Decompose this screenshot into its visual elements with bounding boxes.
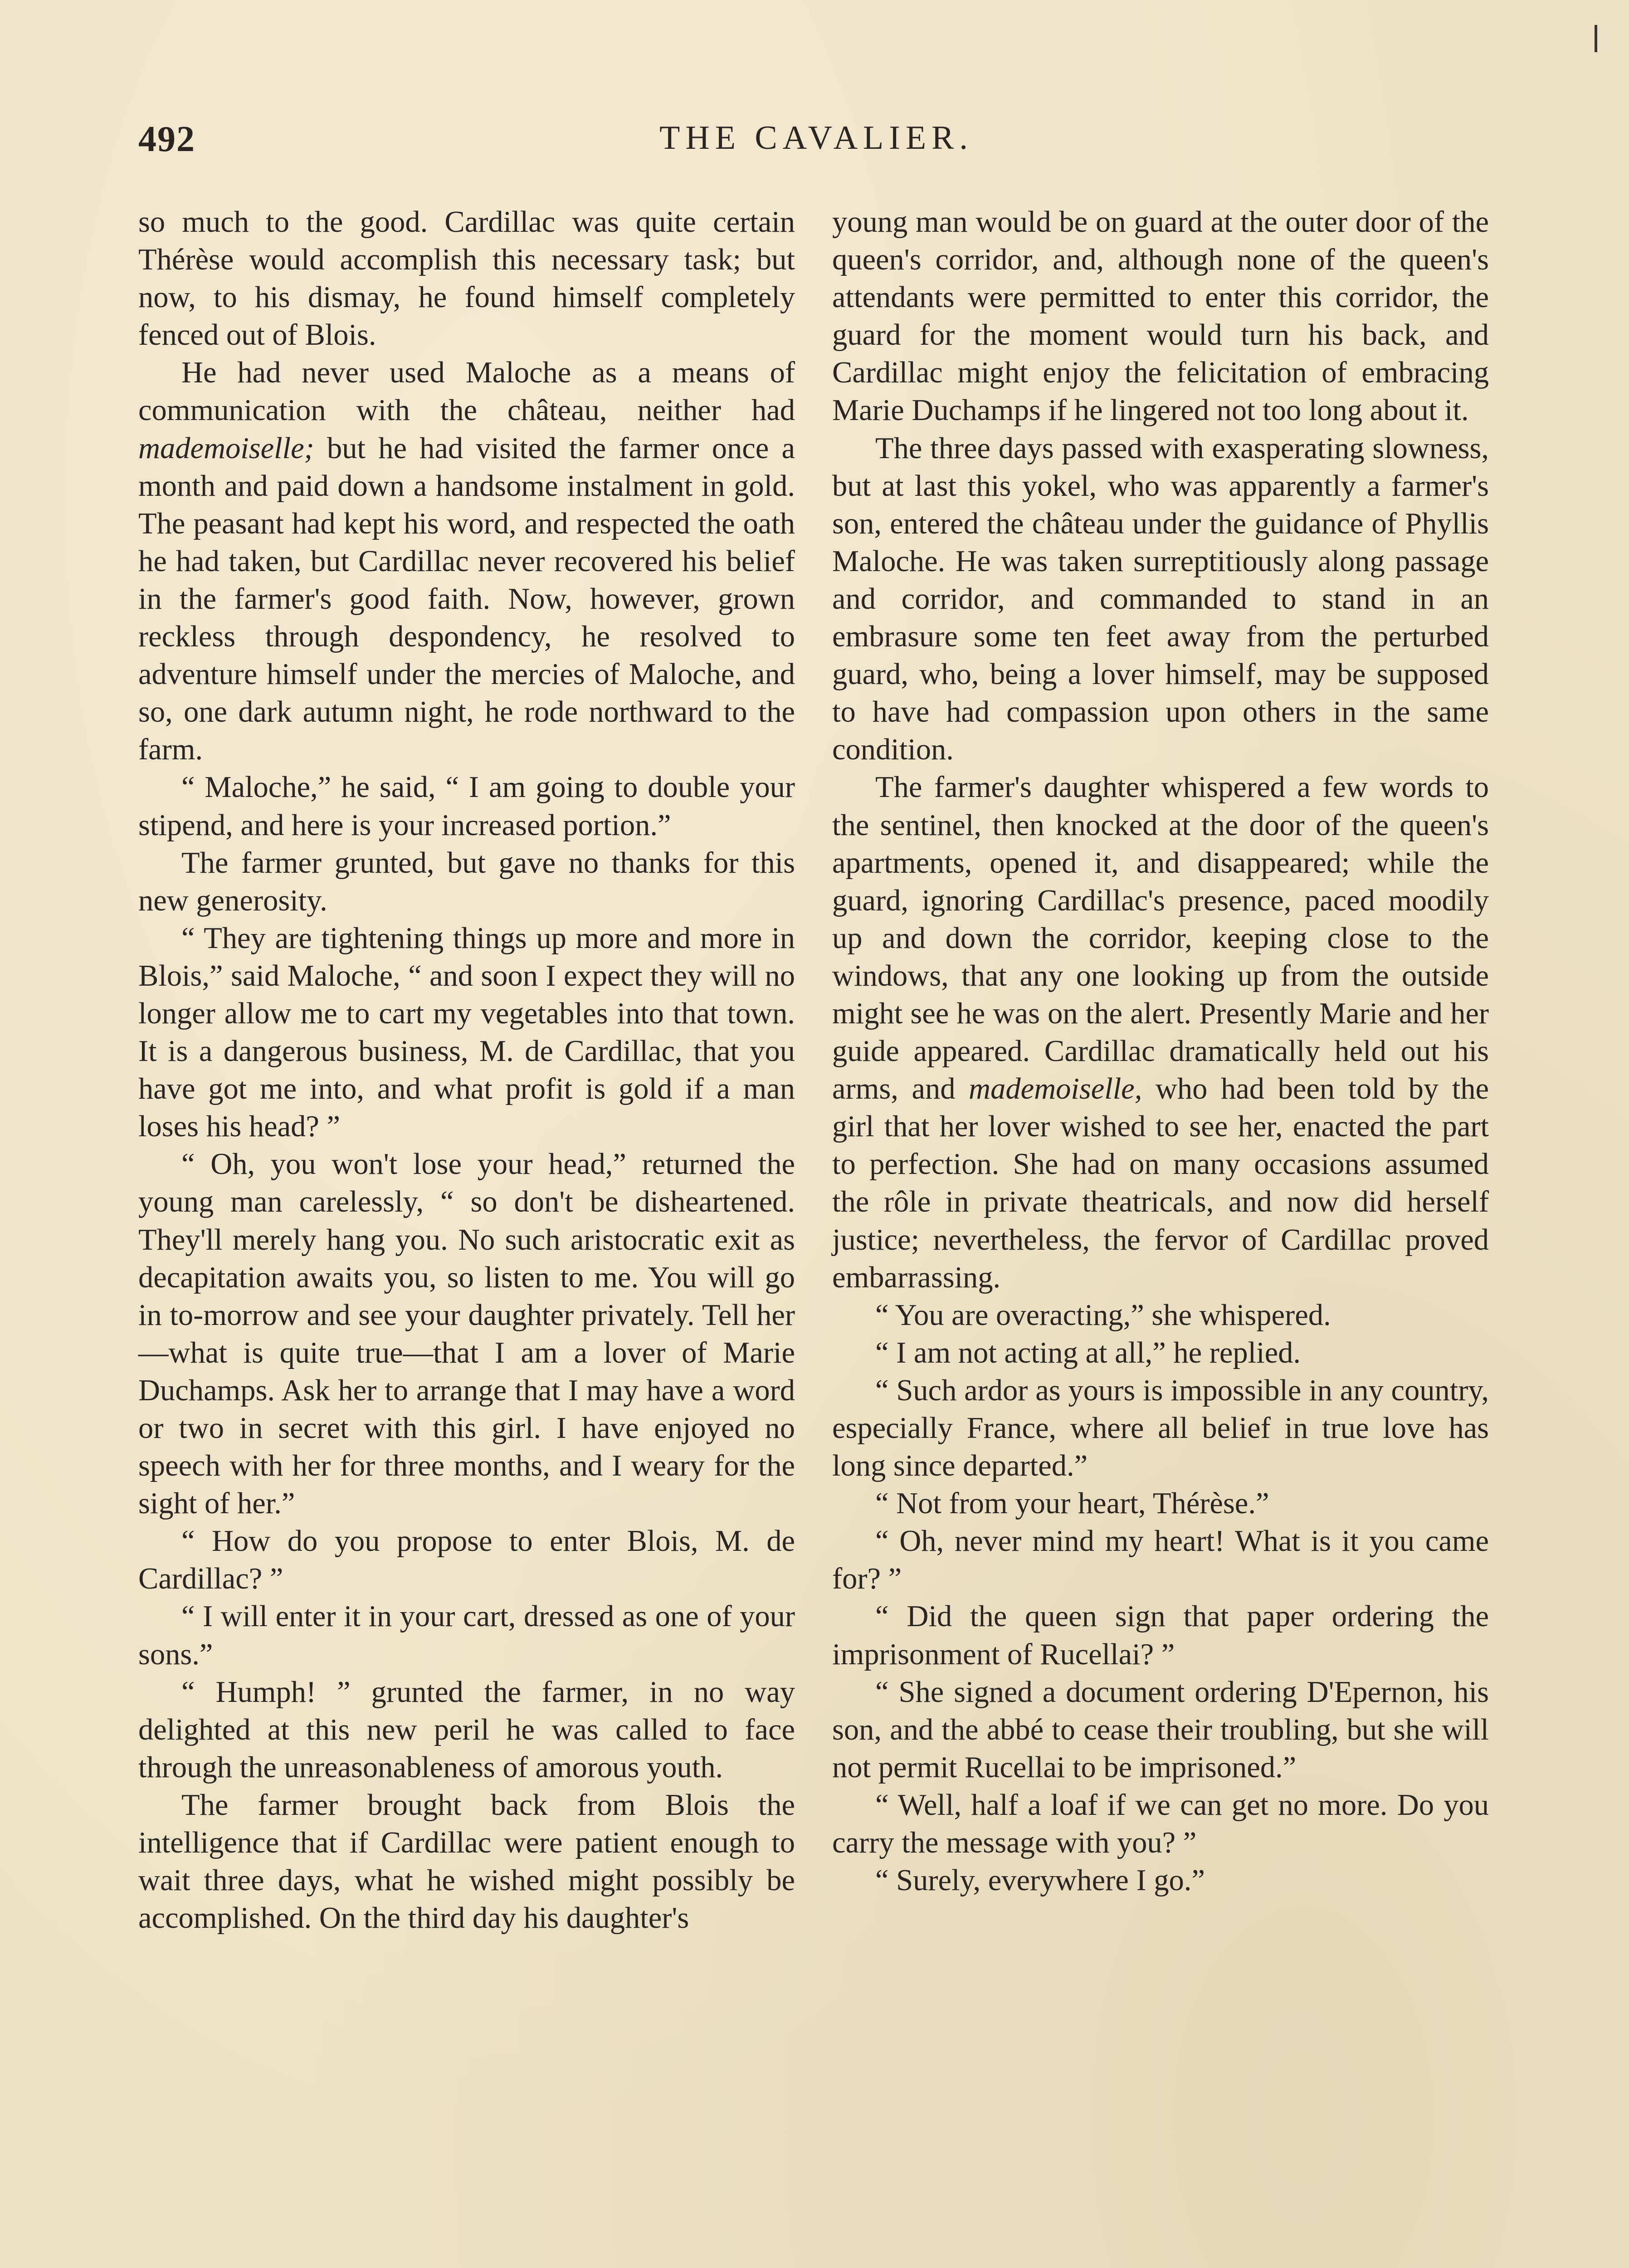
paragraph-text: “ Oh, you won't lose your head,” returned the young man carelessly, “ so don't be disheartened. They'll merely hang you. No such aristocratic exit as decapitation awaits you, so listen to me. You will go in to-morrow and see your daughter privately. Tell her—what is quite true—that I am a lover of Marie Duchamps. Ask her to arrange that I may have a word or two in secret with this girl. I have enjoyed no speech with her for three months, and I weary for the sight of her.” — [138, 1148, 795, 1520]
paragraph-text: The farmer brought back from Blois the intelligence that if Cardillac were patient enough to wait three days, what he wished might possibly be accomplished. On the third day his daughter's — [138, 1788, 795, 1935]
paragraph — [832, 203, 1489, 430]
paragraph — [832, 1334, 1489, 1372]
italic-text: mademoiselle, — [969, 1072, 1142, 1106]
paragraph — [138, 919, 795, 1146]
paragraph — [138, 354, 795, 768]
paragraph-text: The farmer's daughter whispered a few words to the sentinel, then knocked at the door of the queen's apartments, opened it, and disappeared; while the guard, ignoring Cardillac's presence, paced moodily up and down the corridor, keeping close to the windows, that any one looking up from the outside might see he was on the alert. Presently Marie and her guide appeared. Cardillac dramatically held out his arms, and — [832, 771, 1489, 1106]
paragraph-text: “ Humph! ” grunted the farmer, in no way delighted at this new peril he was called to face through the unreasonableness of amorous youth. — [138, 1675, 795, 1784]
right-column — [832, 203, 1489, 1899]
paragraph-text: who had been told by the girl that her lover wished to see her, enacted the part to perfection. She had on many occasions assumed the rôle in private theatricals, and now did herself justice; nevertheless, the fervor of Cardillac proved embarrassing. — [832, 1072, 1489, 1294]
paragraph — [832, 1673, 1489, 1786]
paragraph-text: He had never used Maloche as a means of communication with the château, neither had — [138, 356, 795, 427]
paragraph — [138, 844, 795, 919]
paragraph — [832, 1786, 1489, 1862]
paragraph-text: “ Oh, never mind my heart! What is it you came for? ” — [832, 1525, 1489, 1596]
paragraph-text: “ I will enter it in your cart, dressed as one of your sons.” — [138, 1600, 795, 1671]
paragraph — [832, 1485, 1489, 1522]
paragraph-text: The three days passed with exasperating slowness, but at last this yokel, who was apparently a farmer's son, entered the château under the guidance of Phyllis Maloche. He was taken surreptitiously along passage and corridor, and commanded to stand in an embrasure some ten feet away from the perturbed guard, who, being a lover himself, may be supposed to have had compassion upon others in the same condition. — [832, 431, 1489, 767]
paragraph-text: “ You are overacting,” she whispered. — [875, 1298, 1331, 1332]
paragraph-text: “ Surely, everywhere I go.” — [875, 1864, 1205, 1897]
page-header — [138, 119, 1494, 169]
paragraph — [138, 1786, 795, 1937]
paragraph-text: young man would be on guard at the outer door of the queen's corridor, and, although none of the queen's attendants were permitted to enter this corridor, the guard for the moment would turn his back, and Cardillac might enjoy the felicitation of embracing Marie Duchamps if he lingered not too long about it. — [832, 205, 1489, 427]
page-number: 492 — [138, 119, 195, 159]
paragraph-text: “ Maloche,” he said, “ I am going to double your stipend, and here is your increased portion.” — [138, 771, 795, 842]
paragraph-text: “ She signed a document ordering D'Epernon, his son, and the abbé to cease their troubling, but she will not permit Rucellai to be imprisoned.” — [832, 1675, 1489, 1784]
margin-mark — [1595, 25, 1597, 52]
paragraph-text: but he had visited the farmer once a month and paid down a handsome instalment in gold. The peasant had kept his word, and respected the oath he had taken, but Cardillac never recovered his belief in the farmer's good faith. Now, however, grown reckless through despondency, he resolved to adventure himself under the mercies of Maloche, and so, one dark autumn night, he rode northward to the farm. — [138, 431, 795, 767]
paragraph-text: “ Did the queen sign that paper ordering the imprisonment of Rucellai? ” — [832, 1600, 1489, 1671]
paragraph-text: The farmer grunted, but gave no thanks for this new generosity. — [138, 846, 795, 917]
paragraph — [138, 1522, 795, 1598]
paragraph — [138, 203, 795, 354]
paragraph — [138, 1673, 795, 1786]
paragraph — [832, 1296, 1489, 1334]
paragraph — [832, 1598, 1489, 1673]
paragraph-text: “ How do you propose to enter Blois, M. de Cardillac? ” — [138, 1525, 795, 1596]
paragraph — [832, 1372, 1489, 1485]
paragraph-text: “ Not from your heart, Thérèse.” — [875, 1487, 1269, 1520]
paragraph — [138, 768, 795, 844]
paragraph-text: so much to the good. Cardillac was quite certain Thérèse would accomplish this necessary task; but now, to his dismay, he found himself completely fenced out of Blois. — [138, 205, 795, 352]
paragraph-text: “ Well, half a loaf if we can get no more. Do you carry the message with you? ” — [832, 1788, 1489, 1860]
left-column — [138, 203, 795, 1937]
paragraph-text: “ Such ardor as yours is impossible in any country, especially France, where all belief in true love has long since departed.” — [832, 1374, 1489, 1483]
paragraph — [138, 1145, 795, 1522]
paragraph — [832, 1862, 1489, 1899]
paragraph-text: “ I am not acting at all,” he replied. — [875, 1336, 1301, 1369]
paragraph — [832, 430, 1489, 769]
italic-text: mademoiselle; — [138, 431, 314, 465]
paragraph — [832, 1522, 1489, 1598]
paragraph-text: “ They are tightening things up more and more in Blois,” said Maloche, “ and soon I expect they will no longer allow me to cart my vegetables into that town. It is a dangerous business, M. de Cardillac, that you have got me into, and what profit is gold if a man loses his head? ” — [138, 921, 795, 1144]
paragraph — [832, 768, 1489, 1296]
running-title: THE CAVALIER. — [659, 119, 973, 156]
paragraph — [138, 1598, 795, 1673]
